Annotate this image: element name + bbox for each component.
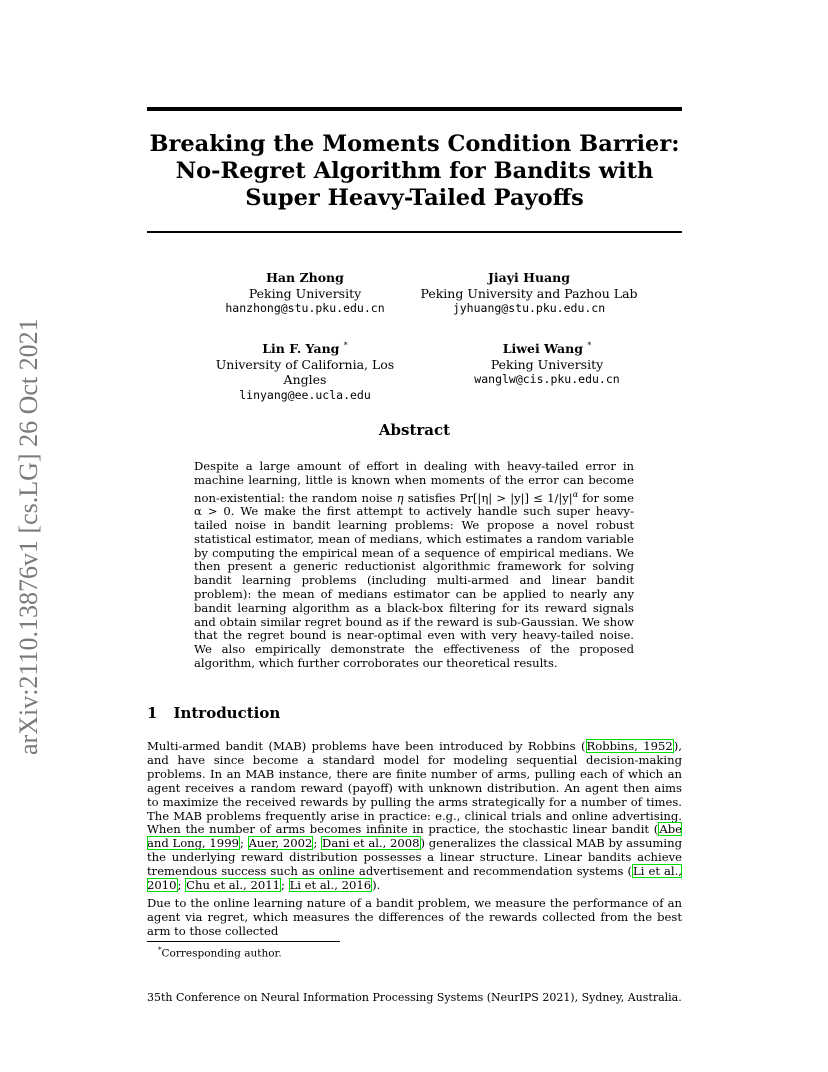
section-heading-introduction xyxy=(147,704,280,722)
footnote: *Corresponding author. xyxy=(158,946,282,960)
title-bottom-rule xyxy=(147,231,682,233)
author-name: Han Zhong xyxy=(266,270,344,285)
author-block xyxy=(195,338,415,403)
author-email: wanglw@cis.pku.edu.cn xyxy=(474,372,620,387)
author-block xyxy=(437,338,657,388)
arxiv-sidebar-stamp: arXiv:2110.13876v1 [cs.LG] 26 Oct 2021 xyxy=(14,318,43,755)
author-email: jyhuang@stu.pku.edu.cn xyxy=(452,301,606,315)
author-email: linyang@ee.ucla.edu xyxy=(239,387,371,402)
citation-link[interactable]: Robbins, 1952 xyxy=(586,739,673,753)
citation-link[interactable]: Dani et al., 2008 xyxy=(322,836,420,851)
section-title: Introduction xyxy=(173,704,281,722)
author-affiliation: Peking University xyxy=(490,356,604,372)
venue-footer: 35th Conference on Neural Information Processing Systems (NeurIPS 2021), Sydney, Australia. xyxy=(147,991,682,1004)
citation-link[interactable]: Chu et al., 2011 xyxy=(186,878,280,893)
citation-link[interactable]: Li et al., 2016 xyxy=(289,878,372,893)
author-name: Jiayi Huang xyxy=(488,270,570,285)
intro-paragraph-2: Due to the online learning nature of a bandit problem, we measure the performance of an agent via regret, which measures the differences of the rewards collected from the best arm to those collected xyxy=(147,896,682,938)
author-block xyxy=(419,270,639,317)
author-affiliation: Peking University and Pazhou Lab xyxy=(420,285,638,301)
abstract-text: Despite a large amount of effort in dealing with heavy-tailed error in machine learning, little is known when moments of the error can become non-existential: the random noise η satisfies $Pr[|\eta| > |y|] \le 1/|y|^\alpha$ for some α > 0. We make the first attempt to actively handle such super heavy-tailed noise in bandit learning problems: We propose a novel robust statistical estimator, mean of medians, which estimates a random variable by computing the empirical mean of a sequence of empirical medians. We then present a generic reductionist algorithmic framework for solving bandit learning problems (including multi-armed and linear bandit problem): the mean of medians estimator can be applied to nearly any bandit learning algorithm as a black-box filtering for its reward signals and obtain similar regret bound as if the reward is sub-Gaussian. We show that the regret bound is near-optimal even with very heavy-tailed noise. We also empirically demonstrate the effectiveness of the proposed algorithm, which further corroborates our theoretical results. xyxy=(194,459,635,671)
author-name: Lin F. Yang * xyxy=(262,341,348,357)
citation-link[interactable]: Auer, 2002 xyxy=(248,836,313,851)
author-email: hanzhong@stu.pku.edu.cn xyxy=(225,301,385,315)
author-affiliation: Peking University xyxy=(248,285,362,301)
intro-paragraph-1: Multi-armed bandit (MAB) problems have been introduced by Robbins (Robbins, 1952), and have since become a standard model for modeling sequential decision-making problems. In an MAB instance, there are finite number of arms, pulling each of which an agent receives a random reward (payoff) with unknown distribution. An agent then aims to maximize the received rewards by pulling the arms strategically for a number of times. The MAB problems frequently arise in practice: e.g., clinical trials and online advertising. When the number of arms becomes infinite in practice, the stochastic linear bandit (Abe and Long, 1999; Auer, 2002; Dani et al., 2008) generalizes the classical MAB by assuming the underlying reward distribution possesses a linear structure. Linear bandits achieve tremendous success such as online advertisement and recommendation systems (Li et al., 2010; Chu et al., 2011; Li et al., 2016). xyxy=(147,739,683,893)
citation-link[interactable]: Abe and Long, 1999 xyxy=(147,822,682,851)
title-top-rule xyxy=(147,107,682,111)
footnote-rule xyxy=(147,941,340,942)
author-block xyxy=(195,270,415,317)
citation-link[interactable]: Li et al., 2010 xyxy=(147,864,682,893)
author-name: Liwei Wang * xyxy=(502,341,592,357)
section-number: 1 xyxy=(147,704,158,722)
author-affiliation: University of California, Los Angles xyxy=(215,356,395,388)
paper-title: Breaking the Moments Condition Barrier: No-Regret Algorithm for Bandits with Super Heavy-Tailed Payoffs xyxy=(149,131,680,211)
abstract-heading: Abstract xyxy=(378,421,451,439)
